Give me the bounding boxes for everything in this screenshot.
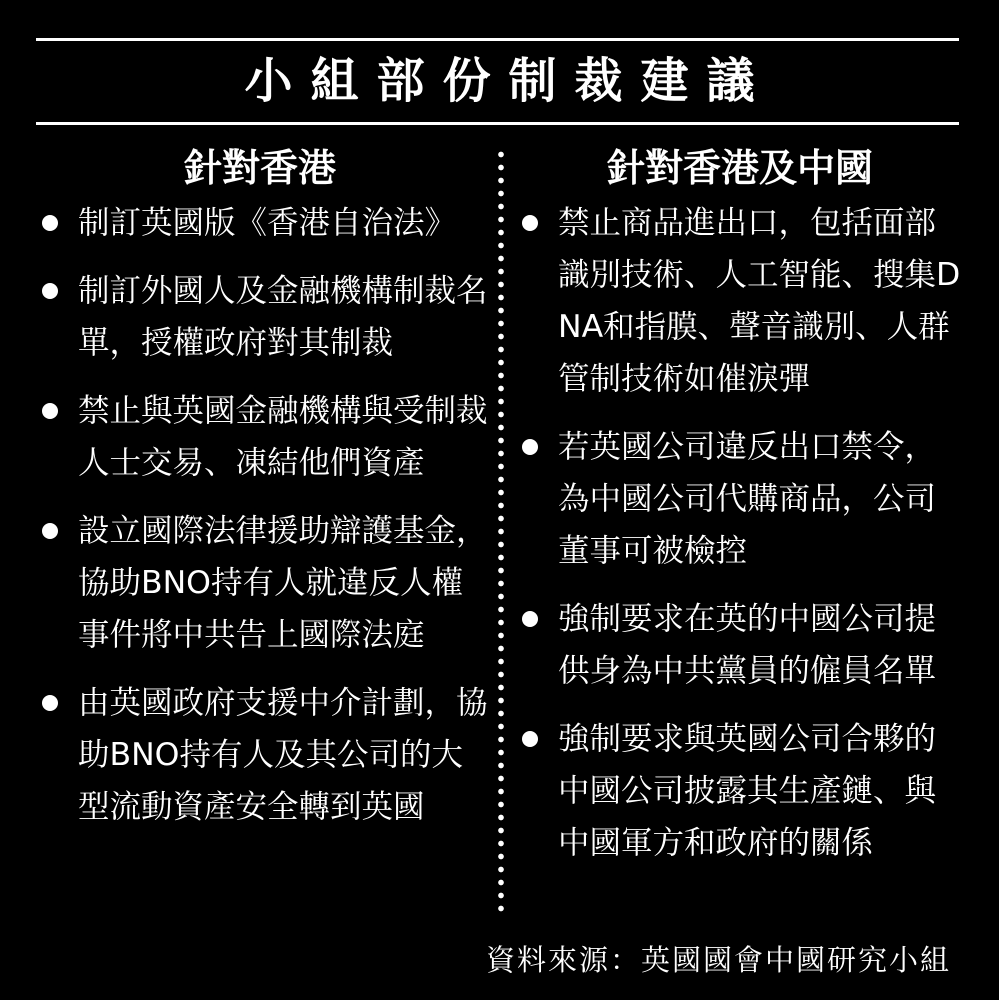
list-item — [520, 421, 965, 577]
left-column-heading: 針對香港 — [183, 145, 336, 190]
list-item — [520, 713, 965, 869]
list-item-text: 由英國政府支援中介計劃，協助BNO持有人及其公司的大型流動資產安全轉到英國 — [78, 685, 488, 825]
page-title: 小組部份制裁建議 — [244, 53, 773, 109]
list-item-text: 禁止與英國金融機構與受制裁人士交易、凍結他們資產 — [78, 393, 488, 481]
list-item — [40, 677, 490, 833]
bullet-icon — [42, 523, 58, 539]
title-bottom-rule — [36, 122, 959, 125]
list-item — [40, 265, 490, 369]
list-item-text: 強制要求與英國公司合夥的中國公司披露其生產鏈、與中國軍方和政府的關係 — [558, 721, 937, 861]
right-column-list — [520, 197, 965, 885]
list-item — [40, 385, 490, 489]
bullet-icon — [522, 215, 538, 231]
left-column-list — [40, 197, 490, 849]
list-item-text: 設立國際法律援助辯護基金，協助BNO持有人就違反人權事件將中共告上國際法庭 — [78, 513, 488, 653]
bullet-icon — [42, 215, 58, 231]
list-item — [520, 593, 965, 697]
list-item-text: 制訂外國人及金融機構制裁名單，授權政府對其制裁 — [78, 273, 488, 361]
bullet-icon — [522, 731, 538, 747]
right-column-heading: 針對香港及中國 — [606, 145, 873, 190]
source-credit: 資料來源：英國國會中國研究小組 — [485, 943, 951, 977]
list-item-text: 制訂英國版《香港自治法》 — [78, 205, 457, 241]
top-rule — [36, 38, 959, 41]
list-item-text: 強制要求在英的中國公司提供身為中共黨員的僱員名單 — [558, 601, 937, 689]
list-item-text: 若英國公司違反出口禁令，為中國公司代購商品，公司董事可被檢控 — [558, 429, 937, 569]
list-item — [520, 197, 965, 405]
bullet-icon — [42, 283, 58, 299]
list-item — [40, 197, 490, 249]
list-item — [40, 505, 490, 661]
list-item-text: 禁止商品進出口，包括面部識別技術、人工智能、搜集DNA和指膜、聲音識別、人群管制技術如催淚彈 — [558, 205, 961, 397]
bullet-icon — [42, 695, 58, 711]
bullet-icon — [522, 611, 538, 627]
column-divider — [497, 148, 505, 918]
bullet-icon — [42, 403, 58, 419]
bullet-icon — [522, 439, 538, 455]
